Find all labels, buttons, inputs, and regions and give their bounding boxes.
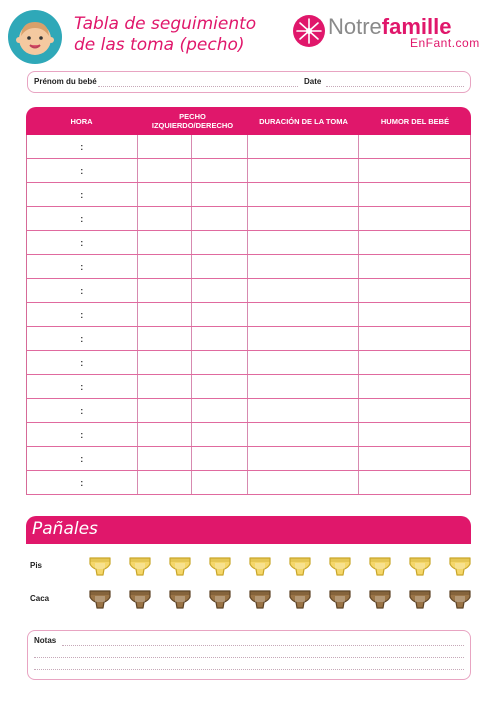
- pecho-cell: [138, 231, 249, 254]
- feeding-table: [26, 107, 471, 495]
- time-separator: :: [80, 285, 84, 296]
- caca-diaper-icon[interactable]: [248, 588, 272, 610]
- pecho-cell: [138, 159, 249, 182]
- hora-cell[interactable]: [27, 135, 138, 158]
- pecho-izquierdo-cell[interactable]: [138, 447, 193, 470]
- pecho-cell: [138, 375, 249, 398]
- pecho-cell: [138, 399, 249, 422]
- notes-line: [34, 657, 464, 658]
- humor-cell[interactable]: [359, 135, 471, 158]
- hora-cell[interactable]: [27, 423, 138, 446]
- duracion-cell[interactable]: [248, 231, 359, 254]
- duracion-cell[interactable]: [248, 279, 359, 302]
- pecho-izquierdo-cell[interactable]: [138, 375, 193, 398]
- hora-cell[interactable]: [27, 471, 138, 494]
- pecho-cell: [138, 327, 249, 350]
- humor-cell[interactable]: [359, 351, 471, 374]
- humor-cell[interactable]: [359, 159, 471, 182]
- date-label: Date: [304, 77, 322, 86]
- notes-line: [34, 669, 464, 670]
- pecho-cell: [138, 279, 249, 302]
- pecho-cell: [138, 207, 249, 230]
- hora-cell[interactable]: [27, 255, 138, 278]
- pis-diaper-icon[interactable]: [168, 555, 192, 577]
- baby-info-box: [27, 71, 471, 93]
- header-pecho-line-1: PECHO: [179, 112, 206, 121]
- panales-section-header: [26, 516, 471, 544]
- pis-diaper-icon[interactable]: [448, 555, 472, 577]
- humor-cell[interactable]: [359, 471, 471, 494]
- table-row: [27, 207, 470, 231]
- title-line-1: Tabla de seguimiento: [74, 14, 257, 34]
- pecho-izquierdo-cell[interactable]: [138, 159, 193, 182]
- hora-cell[interactable]: [27, 351, 138, 374]
- table-row: [27, 279, 470, 303]
- pecho-derecho-cell[interactable]: [192, 135, 247, 158]
- pecho-cell: [138, 423, 249, 446]
- baby-face-icon: [8, 10, 62, 64]
- pecho-izquierdo-cell[interactable]: [138, 471, 193, 494]
- time-separator: :: [80, 333, 84, 344]
- header-hora: HORA: [70, 116, 93, 126]
- duracion-cell[interactable]: [248, 255, 359, 278]
- caca-row: [30, 588, 470, 612]
- humor-cell[interactable]: [359, 207, 471, 230]
- hora-cell[interactable]: [27, 375, 138, 398]
- duracion-cell[interactable]: [248, 471, 359, 494]
- caca-diaper-icon[interactable]: [368, 588, 392, 610]
- time-separator: :: [80, 189, 84, 200]
- pecho-izquierdo-cell[interactable]: [138, 423, 193, 446]
- table-row: [27, 159, 470, 183]
- time-separator: :: [80, 237, 84, 248]
- pecho-izquierdo-cell[interactable]: [138, 255, 193, 278]
- header-humor: HUMOR DEL BEBÉ: [380, 116, 450, 126]
- notes-box[interactable]: [27, 630, 471, 680]
- duracion-cell[interactable]: [248, 207, 359, 230]
- time-separator: :: [80, 357, 84, 368]
- pecho-izquierdo-cell[interactable]: [138, 135, 193, 158]
- caca-diaper-icon[interactable]: [128, 588, 152, 610]
- table-row: [27, 399, 470, 423]
- caca-diaper-icon[interactable]: [168, 588, 192, 610]
- header-pecho-line-2: IZQUIERDO/DERECHO: [151, 121, 234, 130]
- table-row: [27, 375, 470, 399]
- pis-diaper-icon[interactable]: [368, 555, 392, 577]
- hora-cell[interactable]: [27, 327, 138, 350]
- pecho-cell: [138, 135, 249, 158]
- table-body: [26, 135, 471, 495]
- table-row: [27, 231, 470, 255]
- pis-diaper-icon[interactable]: [288, 555, 312, 577]
- pecho-izquierdo-cell[interactable]: [138, 327, 193, 350]
- pecho-derecho-cell[interactable]: [192, 159, 247, 182]
- time-separator: :: [80, 309, 84, 320]
- pis-diaper-icon[interactable]: [408, 555, 432, 577]
- pecho-derecho-cell[interactable]: [192, 375, 247, 398]
- time-separator: :: [80, 429, 84, 440]
- logo-wordmark: Notrefamille: [328, 14, 452, 39]
- table-row: [27, 471, 470, 495]
- pis-label: Pis: [30, 561, 43, 570]
- pecho-derecho-cell[interactable]: [192, 255, 247, 278]
- duracion-cell[interactable]: [248, 159, 359, 182]
- duracion-cell[interactable]: [248, 327, 359, 350]
- pecho-derecho-cell[interactable]: [192, 423, 247, 446]
- pecho-izquierdo-cell[interactable]: [138, 399, 193, 422]
- notes-label: Notas: [34, 636, 57, 645]
- time-separator: :: [80, 261, 84, 272]
- time-separator: :: [80, 381, 84, 392]
- pecho-derecho-cell[interactable]: [192, 399, 247, 422]
- pecho-izquierdo-cell[interactable]: [138, 279, 193, 302]
- caca-diaper-icon[interactable]: [288, 588, 312, 610]
- caca-diaper-icon[interactable]: [208, 588, 232, 610]
- pecho-cell: [138, 471, 249, 494]
- pis-diaper-icon[interactable]: [128, 555, 152, 577]
- pis-row: [30, 555, 470, 579]
- time-separator: :: [80, 141, 84, 152]
- humor-cell[interactable]: [359, 183, 471, 206]
- pecho-derecho-cell[interactable]: [192, 303, 247, 326]
- hora-cell[interactable]: [27, 231, 138, 254]
- hora-cell[interactable]: [27, 183, 138, 206]
- caca-diaper-icon[interactable]: [88, 588, 112, 610]
- table-row: [27, 351, 470, 375]
- table-row: [27, 183, 470, 207]
- time-separator: :: [80, 165, 84, 176]
- pecho-derecho-cell[interactable]: [192, 327, 247, 350]
- pecho-derecho-cell[interactable]: [192, 183, 247, 206]
- logo-mark-icon: [292, 14, 326, 48]
- time-separator: :: [80, 405, 84, 416]
- pis-diaper-icon[interactable]: [328, 555, 352, 577]
- pecho-cell: [138, 303, 249, 326]
- baby-name-field[interactable]: [98, 86, 298, 87]
- table-row: [27, 327, 470, 351]
- hora-cell[interactable]: [27, 303, 138, 326]
- header-pecho: [137, 107, 248, 135]
- title-line-2: de las toma (pecho): [74, 35, 245, 55]
- pecho-izquierdo-cell[interactable]: [138, 207, 193, 230]
- pecho-izquierdo-cell[interactable]: [138, 351, 193, 374]
- table-header: [26, 107, 471, 135]
- humor-cell[interactable]: [359, 327, 471, 350]
- pecho-izquierdo-cell[interactable]: [138, 231, 193, 254]
- duracion-cell[interactable]: [248, 447, 359, 470]
- humor-cell[interactable]: [359, 231, 471, 254]
- caca-diaper-icon[interactable]: [328, 588, 352, 610]
- table-row: [27, 447, 470, 471]
- pecho-derecho-cell[interactable]: [192, 351, 247, 374]
- duracion-cell[interactable]: [248, 183, 359, 206]
- baby-name-label: Prénom du bebé: [34, 77, 97, 86]
- header-duracion: DURACIÓN DE LA TOMA: [259, 116, 348, 126]
- humor-cell[interactable]: [359, 423, 471, 446]
- duracion-cell[interactable]: [248, 399, 359, 422]
- pecho-cell: [138, 183, 249, 206]
- logo-subtitle: EnFant.com: [410, 36, 480, 50]
- pecho-derecho-cell[interactable]: [192, 471, 247, 494]
- table-row: [27, 255, 470, 279]
- pis-diaper-icon[interactable]: [248, 555, 272, 577]
- pecho-cell: [138, 447, 249, 470]
- notes-line: [62, 645, 464, 646]
- humor-cell[interactable]: [359, 399, 471, 422]
- duracion-cell[interactable]: [248, 303, 359, 326]
- hora-cell[interactable]: [27, 447, 138, 470]
- caca-diaper-icon[interactable]: [448, 588, 472, 610]
- brand-logo: [292, 12, 492, 48]
- pecho-izquierdo-cell[interactable]: [138, 183, 193, 206]
- time-separator: :: [80, 213, 84, 224]
- panales-title: Pañales: [32, 519, 98, 539]
- duracion-cell[interactable]: [248, 375, 359, 398]
- table-row: [27, 135, 470, 159]
- humor-cell[interactable]: [359, 375, 471, 398]
- pecho-derecho-cell[interactable]: [192, 447, 247, 470]
- pecho-derecho-cell[interactable]: [192, 279, 247, 302]
- caca-label: Caca: [30, 594, 50, 603]
- hora-cell[interactable]: [27, 399, 138, 422]
- humor-cell[interactable]: [359, 447, 471, 470]
- duracion-cell[interactable]: [248, 135, 359, 158]
- pecho-izquierdo-cell[interactable]: [138, 303, 193, 326]
- caca-diaper-icon[interactable]: [408, 588, 432, 610]
- pecho-derecho-cell[interactable]: [192, 231, 247, 254]
- humor-cell[interactable]: [359, 303, 471, 326]
- humor-cell[interactable]: [359, 255, 471, 278]
- pis-diaper-icon[interactable]: [208, 555, 232, 577]
- time-separator: :: [80, 477, 84, 488]
- date-field[interactable]: [326, 86, 464, 87]
- time-separator: :: [80, 453, 84, 464]
- pecho-cell: [138, 255, 249, 278]
- pis-diaper-icon[interactable]: [88, 555, 112, 577]
- duracion-cell[interactable]: [248, 351, 359, 374]
- page-title: [74, 14, 274, 56]
- hora-cell[interactable]: [27, 279, 138, 302]
- pecho-cell: [138, 351, 249, 374]
- pecho-derecho-cell[interactable]: [192, 207, 247, 230]
- table-row: [27, 423, 470, 447]
- hora-cell[interactable]: [27, 207, 138, 230]
- duracion-cell[interactable]: [248, 423, 359, 446]
- table-row: [27, 303, 470, 327]
- humor-cell[interactable]: [359, 279, 471, 302]
- hora-cell[interactable]: [27, 159, 138, 182]
